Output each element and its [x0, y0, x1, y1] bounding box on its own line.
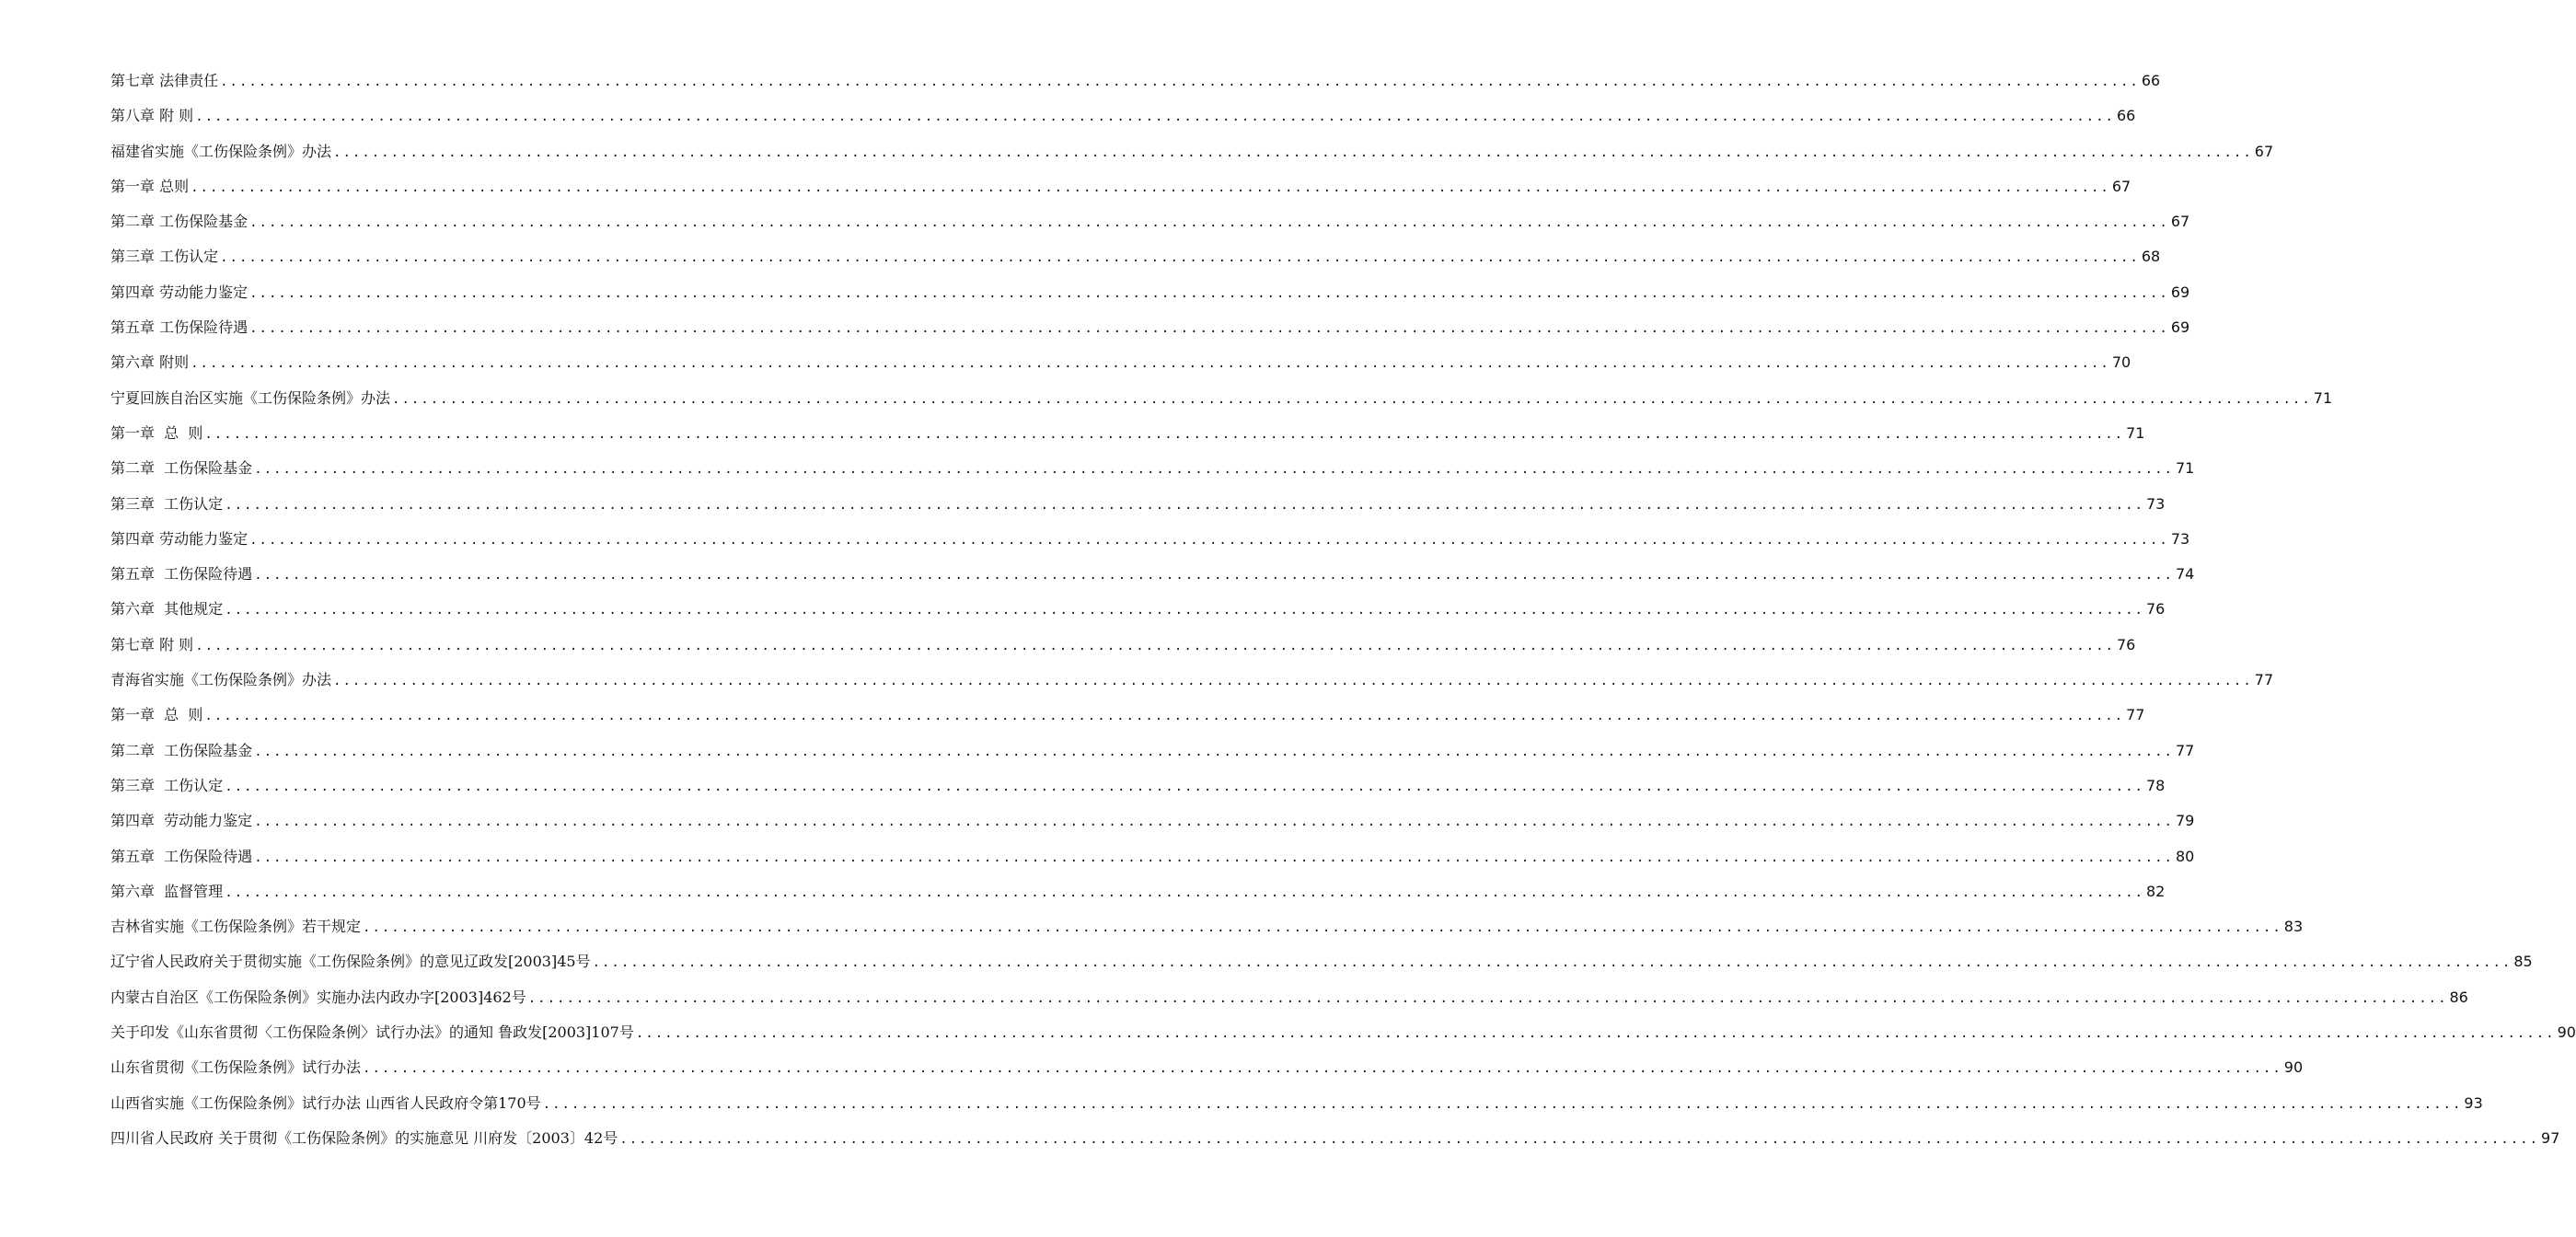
toc-entry[interactable] [110, 944, 2533, 979]
toc-entry-page-number: 69 [2170, 318, 2190, 337]
toc-entry[interactable] [110, 64, 2161, 98]
toc-entry-title: 第三章 工伤认定 [110, 494, 224, 513]
toc-entry-title: 第六章 监督管理 [110, 882, 224, 900]
toc-entry-title: 第二章 工伤保险基金 [110, 459, 253, 478]
toc-entry-page-number: 74 [2175, 565, 2195, 584]
toc-entry-page-number: 66 [2141, 72, 2161, 89]
toc-entry-page-number: 76 [2116, 635, 2136, 653]
toc-entry[interactable] [110, 803, 2195, 838]
toc-dot-leader: ........................................................................................................................................................................................................ [195, 638, 2115, 653]
toc-entry-page-number: 73 [2170, 529, 2190, 548]
toc-entry-title: 第三章 工伤认定 [110, 776, 224, 794]
toc-entry-page-number: 90 [2283, 1058, 2304, 1077]
toc-dot-leader: ........................................................................................................................................................................................................ [249, 285, 2169, 301]
toc-dot-leader: ........................................................................................................................................................................................................ [363, 920, 2282, 936]
table-of-contents [110, 64, 2576, 1156]
toc-dot-leader: ........................................................................................................................................................................................................ [204, 426, 2125, 442]
toc-entry-page-number: 66 [2116, 107, 2136, 125]
toc-entry[interactable] [110, 169, 2131, 204]
toc-entry-title: 第二章 工伤保险基金 [110, 213, 248, 231]
toc-entry-page-number: 67 [2111, 177, 2131, 195]
toc-entry-page-number: 77 [2254, 671, 2274, 689]
toc-entry[interactable] [110, 1121, 2560, 1156]
toc-entry-title: 第八章 附 则 [110, 107, 194, 125]
toc-entry-page-number: 70 [2111, 353, 2131, 372]
toc-dot-leader: ........................................................................................................................................................................................................ [254, 744, 2174, 759]
toc-entry[interactable] [110, 487, 2166, 522]
toc-dot-leader: ........................................................................................................................................................................................................ [333, 674, 2253, 689]
toc-entry-title: 第五章 工伤保险待遇 [110, 565, 253, 584]
toc-entry-page-number: 71 [2313, 388, 2333, 407]
toc-entry[interactable] [110, 980, 2468, 1015]
toc-entry-page-number: 77 [2126, 706, 2145, 724]
toc-entry[interactable] [110, 451, 2195, 486]
toc-entry[interactable] [110, 522, 2190, 557]
toc-entry-title: 第一章 总 则 [110, 423, 203, 442]
toc-dot-leader: ........................................................................................................................................................................................................ [542, 1096, 2463, 1112]
toc-entry-title: 第四章 劳动能力鉴定 [110, 812, 253, 830]
toc-entry-page-number: 93 [2464, 1093, 2483, 1112]
toc-entry-page-number: 71 [2175, 459, 2195, 478]
toc-entry[interactable] [110, 1015, 2576, 1050]
toc-entry-title: 宁夏回族自治区实施《工伤保险条例》办法 [110, 388, 391, 407]
toc-entry-page-number: 86 [2449, 988, 2468, 1006]
toc-entry-title: 内蒙古自治区《工伤保险条例》实施办法内政办字[2003]462号 [110, 988, 526, 1006]
toc-dot-leader: ........................................................................................................................................................................................................ [225, 884, 2144, 900]
toc-entry[interactable] [110, 134, 2274, 169]
toc-entry-page-number: 73 [2145, 494, 2166, 513]
toc-entry[interactable] [110, 698, 2145, 733]
toc-dot-leader: ........................................................................................................................................................................................................ [204, 709, 2125, 724]
toc-dot-leader: ........................................................................................................................................................................................................ [220, 75, 2140, 89]
toc-entry[interactable] [110, 839, 2195, 874]
toc-dot-leader: ........................................................................................................................................................................................................ [225, 603, 2144, 618]
toc-entry[interactable] [110, 239, 2161, 274]
toc-entry-page-number: 85 [2513, 953, 2533, 971]
toc-entry[interactable] [110, 628, 2136, 663]
toc-entry-title: 第五章 工伤保险待遇 [110, 847, 253, 865]
toc-entry[interactable] [110, 734, 2195, 769]
toc-entry-title: 第一章 总则 [110, 177, 190, 195]
toc-entry[interactable] [110, 592, 2166, 627]
toc-dot-leader: ........................................................................................................................................................................................................ [254, 815, 2174, 830]
toc-entry[interactable] [110, 909, 2304, 944]
toc-dot-leader: ........................................................................................................................................................................................................ [254, 462, 2174, 478]
toc-entry-title: 吉林省实施《工伤保险条例》若干规定 [110, 918, 362, 936]
toc-dot-leader: ........................................................................................................................................................................................................ [249, 532, 2169, 548]
toc-entry[interactable] [110, 557, 2195, 592]
toc-dot-leader: ........................................................................................................................................................................................................ [249, 215, 2169, 231]
toc-dot-leader: ........................................................................................................................................................................................................ [220, 250, 2140, 266]
toc-entry-title: 第三章 工伤认定 [110, 248, 219, 266]
toc-entry[interactable] [110, 874, 2166, 909]
toc-dot-leader: ........................................................................................................................................................................................................ [249, 321, 2169, 337]
toc-entry[interactable] [110, 381, 2333, 416]
toc-entry-page-number: 79 [2175, 812, 2195, 830]
toc-entry-title: 福建省实施《工伤保险条例》办法 [110, 142, 332, 160]
toc-entry-title: 山西省实施《工伤保险条例》试行办法 山西省人民政府令第170号 [110, 1093, 541, 1112]
toc-entry-title: 第一章 总 则 [110, 706, 203, 724]
toc-dot-leader: ........................................................................................................................................................................................................ [254, 850, 2174, 865]
toc-dot-leader: ........................................................................................................................................................................................................ [363, 1061, 2282, 1077]
toc-dot-leader: ........................................................................................................................................................................................................ [527, 990, 2448, 1006]
toc-entry-title: 关于印发《山东省贯彻〈工伤保险条例〉试行办法》的通知 鲁政发[2003]107号 [110, 1023, 634, 1042]
toc-entry-title: 第四章 劳动能力鉴定 [110, 529, 248, 548]
toc-entry[interactable] [110, 1050, 2304, 1085]
toc-dot-leader: ........................................................................................................................................................................................................ [619, 1131, 2540, 1147]
toc-entry-title: 青海省实施《工伤保险条例》办法 [110, 671, 332, 689]
toc-entry-title: 山东省贯彻《工伤保险条例》试行办法 [110, 1058, 362, 1077]
toc-entry-page-number: 71 [2126, 423, 2145, 442]
toc-entry-title: 第二章 工伤保险基金 [110, 741, 253, 759]
toc-entry[interactable] [110, 663, 2274, 698]
toc-entry-page-number: 69 [2170, 283, 2190, 301]
toc-entry-title: 第六章 其他规定 [110, 600, 224, 618]
toc-dot-leader: ........................................................................................................................................................................................................ [333, 145, 2253, 160]
toc-entry-page-number: 82 [2145, 882, 2166, 900]
toc-entry[interactable] [110, 275, 2190, 310]
toc-dot-leader: ........................................................................................................................................................................................................ [254, 568, 2174, 584]
toc-entry-title: 第六章 附则 [110, 353, 190, 372]
toc-entry-page-number: 77 [2175, 741, 2195, 759]
toc-entry-page-number: 67 [2254, 142, 2274, 160]
toc-entry[interactable] [110, 345, 2131, 380]
toc-entry[interactable] [110, 310, 2190, 345]
toc-entry-title: 第七章 附 则 [110, 635, 194, 653]
toc-dot-leader: ........................................................................................................................................................................................................ [225, 497, 2144, 513]
toc-dot-leader: ........................................................................................................................................................................................................ [191, 179, 2110, 195]
toc-entry-title: 四川省人民政府 关于贯彻《工伤保险条例》的实施意见 川府发〔2003〕42号 [110, 1128, 618, 1147]
toc-entry-title: 辽宁省人民政府关于贯彻实施《工伤保险条例》的意见辽政发[2003]45号 [110, 953, 591, 971]
toc-entry-page-number: 78 [2145, 776, 2166, 794]
toc-entry-title: 第四章 劳动能力鉴定 [110, 283, 248, 301]
toc-entry-title: 第七章 法律责任 [110, 72, 219, 89]
toc-entry-page-number: 97 [2541, 1128, 2560, 1147]
toc-dot-leader: ........................................................................................................................................................................................................ [225, 779, 2144, 794]
toc-entry[interactable] [110, 416, 2145, 451]
toc-entry-page-number: 76 [2145, 600, 2166, 618]
toc-entry-page-number: 90 [2557, 1023, 2576, 1042]
toc-entry[interactable] [110, 98, 2136, 133]
toc-entry[interactable] [110, 204, 2190, 239]
toc-dot-leader: ........................................................................................................................................................................................................ [592, 955, 2512, 971]
toc-entry[interactable] [110, 1086, 2483, 1121]
toc-entry-page-number: 80 [2175, 847, 2195, 865]
toc-dot-leader: ........................................................................................................................................................................................................ [392, 391, 2312, 407]
toc-entry-title: 第五章 工伤保险待遇 [110, 318, 248, 337]
toc-entry[interactable] [110, 769, 2166, 803]
toc-entry-page-number: 67 [2170, 213, 2190, 231]
toc-dot-leader: ........................................................................................................................................................................................................ [191, 356, 2110, 372]
toc-entry-page-number: 83 [2283, 918, 2304, 936]
toc-dot-leader: ........................................................................................................................................................................................................ [195, 110, 2115, 125]
toc-entry-page-number: 68 [2141, 248, 2161, 266]
toc-dot-leader: ........................................................................................................................................................................................................ [635, 1026, 2556, 1042]
